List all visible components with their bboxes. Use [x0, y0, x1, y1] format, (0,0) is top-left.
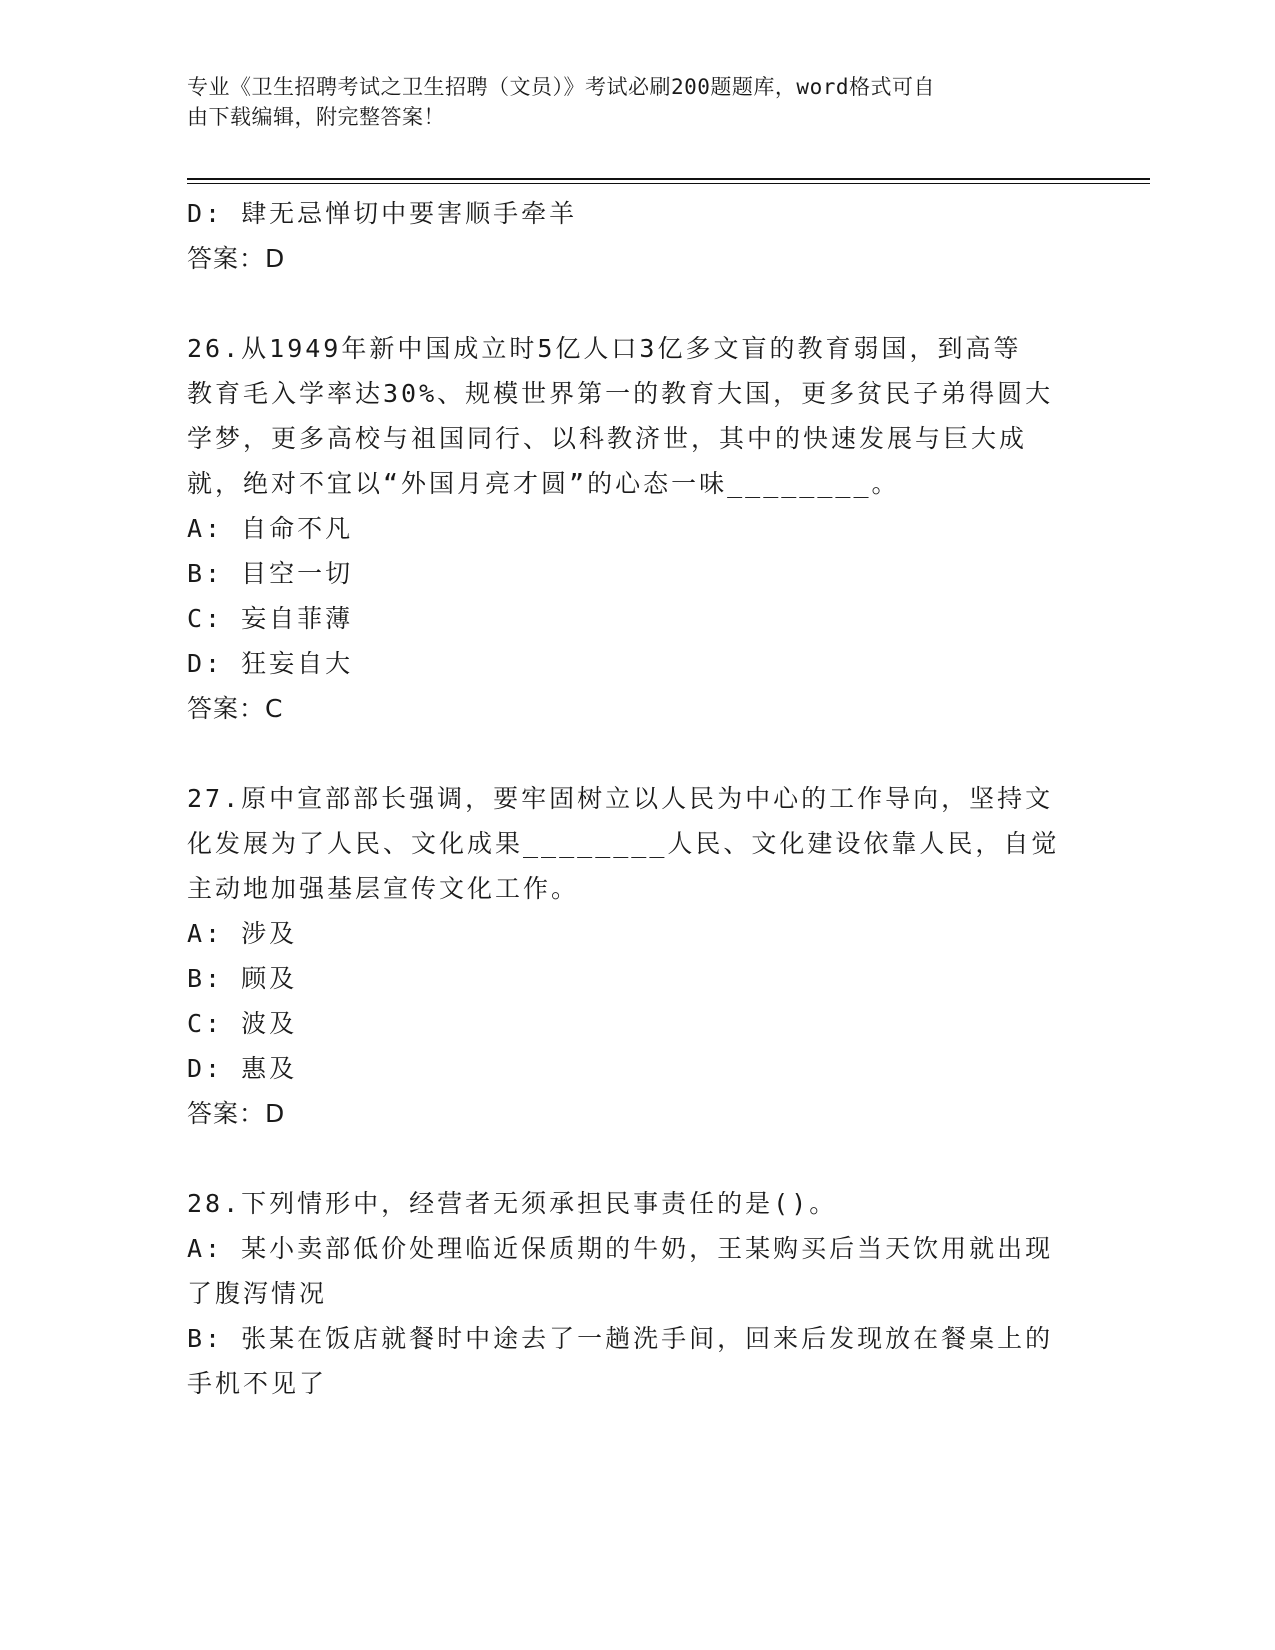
header-line-2: 由下载编辑，附完整答案！ — [187, 105, 445, 129]
header-line-1: 专业《卫生招聘考试之卫生招聘（文员）》考试必刷200题题库，word格式可自 — [187, 75, 935, 99]
option-a: A: 自命不凡 — [187, 514, 354, 543]
spacer — [187, 1136, 1087, 1181]
option-b-line: 手机不见了 — [187, 1369, 328, 1398]
option-c: C: 波及 — [187, 1009, 298, 1038]
question-text-line: 化发展为了人民、文化成果________人民、文化建设依靠人民，自觉 — [187, 829, 1060, 858]
spacer — [187, 281, 1087, 326]
page-header — [187, 72, 1067, 132]
question-text-line: 主动地加强基层宣传文化工作。 — [187, 874, 580, 903]
option-a: A: 涉及 — [187, 919, 298, 948]
option-d: D: 惠及 — [187, 1054, 298, 1083]
question-26 — [187, 326, 1087, 731]
option-d: D: 狂妄自大 — [187, 649, 354, 678]
option-b: B: 顾及 — [187, 964, 298, 993]
question-text-line: 就，绝对不宜以“外国月亮才圆”的心态一味________。 — [187, 469, 900, 498]
question-content — [187, 191, 1087, 1406]
option-b-line: B: 张某在饭店就餐时中途去了一趟洗手间，回来后发现放在餐桌上的 — [187, 1324, 1054, 1353]
question-text-line: 学梦，更多高校与祖国同行、以科教济世，其中的快速发展与巨大成 — [187, 424, 1028, 453]
header-rule-thick — [187, 178, 1150, 180]
question-27 — [187, 776, 1087, 1136]
option-c: C: 妄自菲薄 — [187, 604, 354, 633]
spacer — [187, 731, 1087, 776]
question-text-line: 教育毛入学率达30%、规模世界第一的教育大国，更多贫民子弟得圆大 — [187, 379, 1054, 408]
question-text-line: 28.下列情形中，经营者无须承担民事责任的是()。 — [187, 1189, 838, 1218]
header-rule-thin — [187, 183, 1150, 184]
option-a-line: A: 某小卖部低价处理临近保质期的牛奶，王某购买后当天饮用就出现 — [187, 1234, 1054, 1263]
prev-option-d: D: 肆无忌惮切中要害顺手牵羊 — [187, 199, 578, 228]
option-b: B: 目空一切 — [187, 559, 354, 588]
prev-answer: 答案：D — [187, 244, 286, 273]
answer: 答案：D — [187, 1099, 286, 1128]
question-text-line: 26.从1949年新中国成立时5亿人口3亿多文盲的教育弱国，到高等 — [187, 334, 1022, 363]
option-a-line: 了腹泻情况 — [187, 1279, 328, 1308]
question-28 — [187, 1181, 1087, 1406]
answer: 答案：C — [187, 694, 284, 723]
question-text-line: 27.原中宣部部长强调，要牢固树立以人民为中心的工作导向，坚持文 — [187, 784, 1054, 813]
